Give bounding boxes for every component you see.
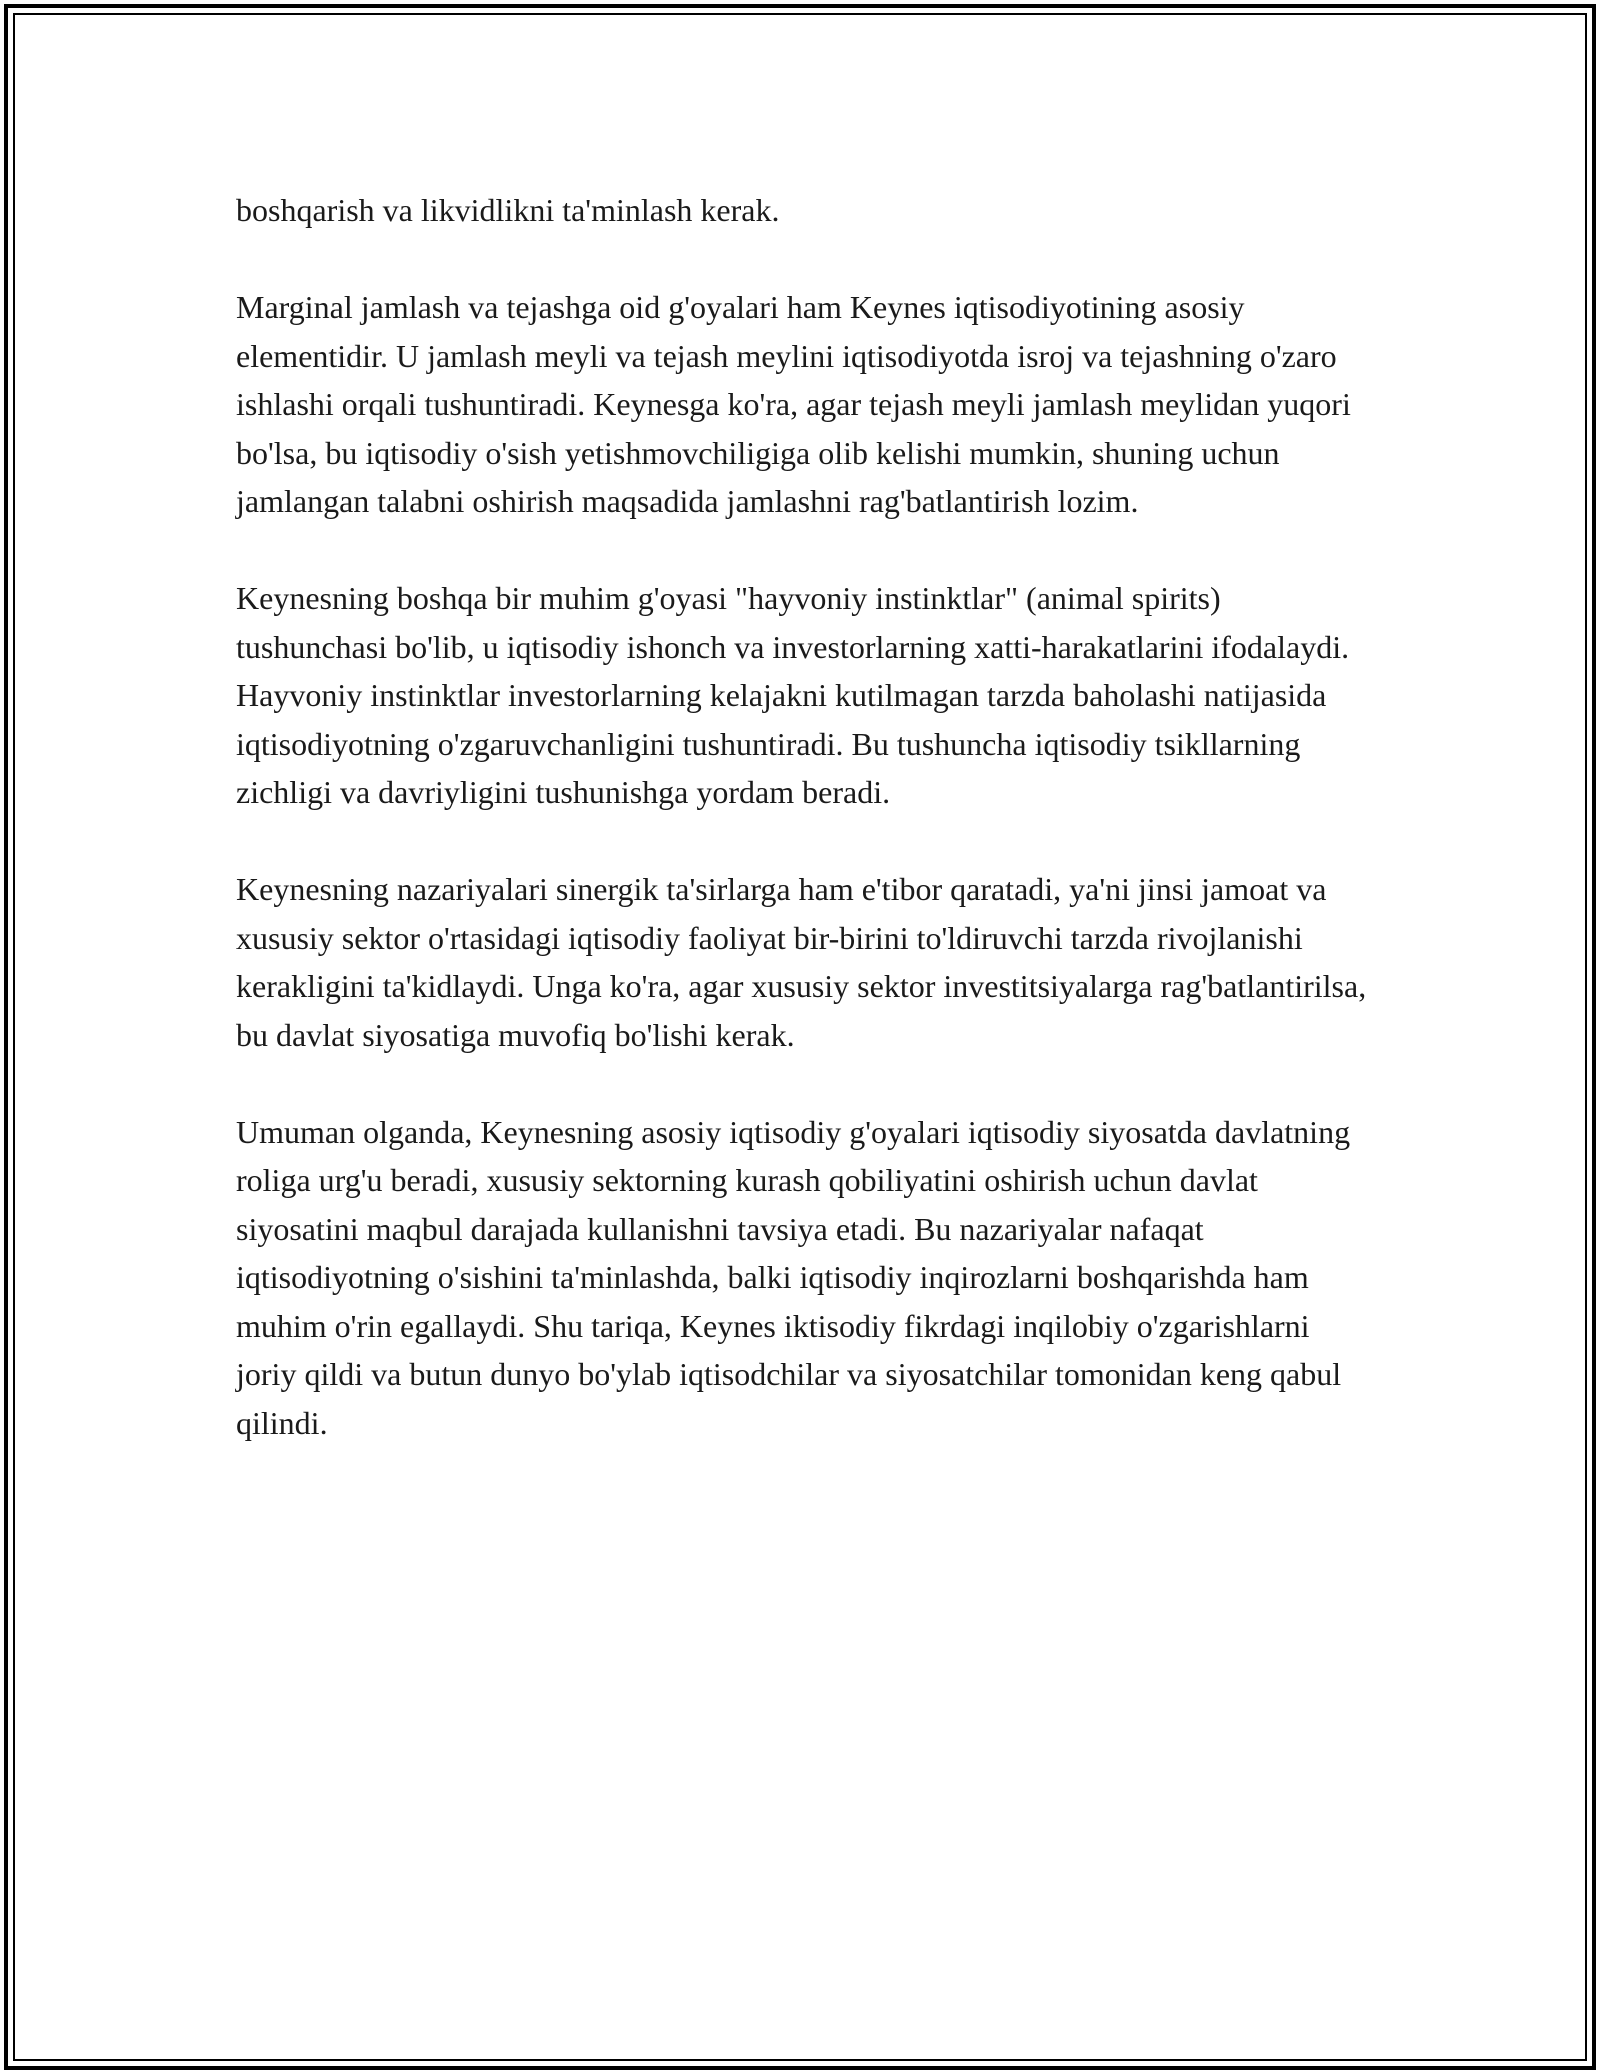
paragraph: Marginal jamlash va tejashga oid g'oyalari ham Keynes iqtisodiyotining asosiy elementidir. U jamlash meyli va tejash meylini iqtisodiyotda isroj va tejashning o'zaro ishlashi orqali tushuntiradi. Keynesga ko'ra, agar tejash meyli jamlash meylidan yuqori bo'lsa, bu iqtisodiy o'sish yetishmovchiligiga olib kelishi mumkin, shuning uchun jamlangan talabni oshirish maqsadida jamlashni rag'batlantirish lozim. xyxy=(236,289,1351,519)
paragraph: Keynesning boshqa bir muhim g'oyasi "hayvoniy instinktlar" (animal spirits) tushunchasi bo'lib, u iqtisodiy ishonch va investorlarning xatti-harakatlarini ifodalaydi. Hayvoniy instinktlar investorlarning kelajakni kutilmagan tarzda baholashi natijasida iqtisodiyotning o'zgaruvchanligini tushuntiradi. Bu tushuncha iqtisodiy tsikllarning zichligi va davriyligini tushunishga yordam beradi. xyxy=(236,580,1350,810)
document-body xyxy=(236,186,1376,1496)
paragraph: Keynesning nazariyalari sinergik ta'sirlarga ham e'tibor qaratadi, ya'ni jinsi jamoat va xususiy sektor o'rtasidagi iqtisodiy faoliyat bir-birini to'ldiruvchi tarzda rivojlanishi kerakligini ta'kidlaydi. Unga ko'ra, agar xususiy sektor investitsiyalarga rag'batlantirilsa, bu davlat siyosatiga muvofiq bo'lishi kerak. xyxy=(236,871,1367,1053)
paragraph: boshqarish va likvidlikni ta'minlash kerak. xyxy=(236,192,780,228)
paragraph: Umuman olganda, Keynesning asosiy iqtisodiy g'oyalari iqtisodiy siyosatda davlatning roliga urg'u beradi, xususiy sektorning kurash qobiliyatini oshirish uchun davlat siyosatini maqbul darajada kullanishni tavsiya etadi. Bu nazariyalar nafaqat iqtisodiyotning o'sishini ta'minlashda, balki iqtisodiy inqirozlarni boshqarishda ham muhim o'rin egallaydi. Shu tariqa, Keynes iktisodiy fikrdagi inqilobiy o'zgarishlarni joriy qildi va butun dunyo bo'ylab iqtisodchilar va siyosatchilar tomonidan keng qabul qilindi. xyxy=(236,1113,1351,1441)
